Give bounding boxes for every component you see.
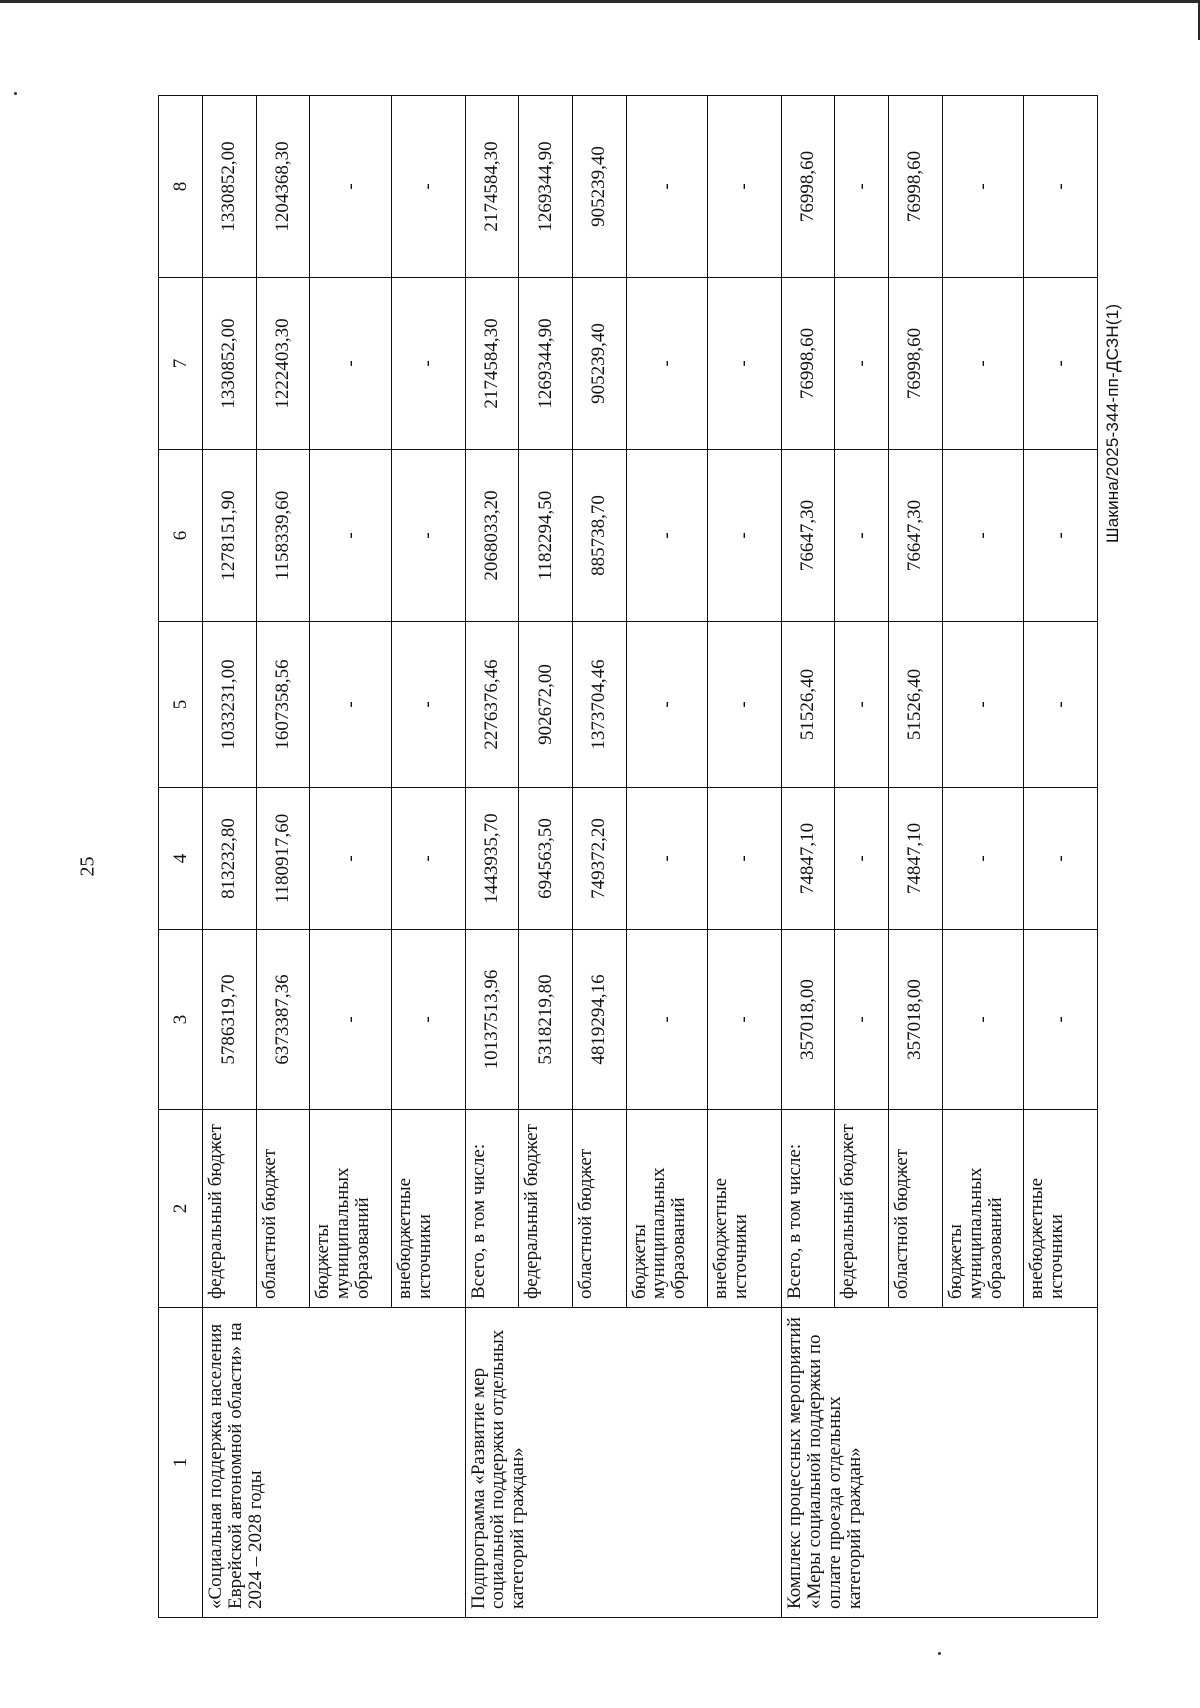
column-header: 7 (159, 278, 203, 450)
amount-cell: 905239,40 (572, 96, 626, 278)
amount-cell: - (310, 788, 392, 930)
amount-cell: - (392, 622, 466, 788)
amount-cell: - (392, 788, 466, 930)
amount-cell: - (1024, 450, 1098, 622)
amount-cell: 1180917,60 (256, 788, 310, 930)
amount-cell: 76647,30 (889, 450, 943, 622)
amount-cell: - (942, 622, 1024, 788)
column-header: 5 (159, 622, 203, 788)
funding-source-cell: внебюджетные источники (1024, 1110, 1098, 1308)
amount-cell: 2068033,20 (465, 450, 519, 622)
amount-cell: 694563,50 (519, 788, 573, 930)
amount-cell: 1330852,00 (203, 96, 257, 278)
scan-speck (14, 92, 17, 95)
amount-cell: - (835, 622, 889, 788)
amount-cell: - (942, 930, 1024, 1110)
amount-cell: 74847,10 (781, 788, 835, 930)
amount-cell: - (392, 930, 466, 1110)
funding-source-cell: бюджеты муниципальных образований (310, 1110, 392, 1308)
amount-cell: 1443935,70 (465, 788, 519, 930)
funding-source-cell: федеральный бюджет (835, 1110, 889, 1308)
funding-source-cell: федеральный бюджет (203, 1110, 257, 1308)
funding-source-cell: бюджеты муниципальных образований (626, 1110, 708, 1308)
amount-cell: - (392, 450, 466, 622)
amount-cell: 2174584,30 (465, 278, 519, 450)
amount-cell: - (626, 450, 708, 622)
budget-table (158, 95, 1098, 1618)
column-header: 6 (159, 450, 203, 622)
program-title-cell: Подпрограмма «Развитие мер социальной поддержки отдельных категорий граждан» (465, 1308, 781, 1618)
amount-cell: - (310, 930, 392, 1110)
amount-cell: 885738,70 (572, 450, 626, 622)
amount-cell: - (626, 930, 708, 1110)
amount-cell: - (942, 96, 1024, 278)
table-header-row (159, 96, 203, 1618)
column-header: 3 (159, 930, 203, 1110)
amount-cell: 1158339,60 (256, 450, 310, 622)
amount-cell: 1222403,30 (256, 278, 310, 450)
amount-cell: - (626, 278, 708, 450)
funding-source-cell: федеральный бюджет (519, 1110, 573, 1308)
amount-cell: 357018,00 (781, 930, 835, 1110)
funding-source-cell: областной бюджет (256, 1110, 310, 1308)
amount-cell: - (835, 450, 889, 622)
amount-cell: 74847,10 (889, 788, 943, 930)
amount-cell: 357018,00 (889, 930, 943, 1110)
amount-cell: 813232,80 (203, 788, 257, 930)
page-number: 25 (76, 856, 99, 877)
rotated-table-wrapper (158, 96, 1098, 1618)
amount-cell: - (310, 622, 392, 788)
amount-cell: - (626, 622, 708, 788)
amount-cell: 76998,60 (781, 96, 835, 278)
amount-cell: 5318219,80 (519, 930, 573, 1110)
amount-cell: 51526,40 (781, 622, 835, 788)
funding-source-cell: внебюджетные источники (708, 1110, 782, 1308)
amount-cell: - (392, 96, 466, 278)
amount-cell: 10137513,96 (465, 930, 519, 1110)
amount-cell: - (626, 788, 708, 930)
funding-source-cell: внебюджетные источники (392, 1110, 466, 1308)
amount-cell: 1373704,46 (572, 622, 626, 788)
amount-cell: 902672,00 (519, 622, 573, 788)
amount-cell: - (1024, 788, 1098, 930)
amount-cell: 5786319,70 (203, 930, 257, 1110)
amount-cell: 76998,60 (889, 96, 943, 278)
amount-cell: 76998,60 (781, 278, 835, 450)
amount-cell: - (942, 278, 1024, 450)
amount-cell: - (708, 622, 782, 788)
funding-source-cell: Всего, в том числе: (781, 1110, 835, 1308)
funding-source-cell: областной бюджет (572, 1110, 626, 1308)
column-header: 8 (159, 96, 203, 278)
amount-cell: 1607358,56 (256, 622, 310, 788)
amount-cell: 1278151,90 (203, 450, 257, 622)
amount-cell: - (942, 450, 1024, 622)
column-header: 4 (159, 788, 203, 930)
amount-cell: 1269344,90 (519, 96, 573, 278)
amount-cell: - (310, 278, 392, 450)
column-header: 2 (159, 1110, 203, 1308)
amount-cell: 905239,40 (572, 278, 626, 450)
table-row (203, 96, 257, 1618)
amount-cell: - (392, 278, 466, 450)
program-title-cell: Комплекс процессных мероприятий «Меры социальной поддержки по оплате проезда отдельных категорий граждан» (781, 1308, 1097, 1618)
amount-cell: 6373387,36 (256, 930, 310, 1110)
amount-cell: - (708, 930, 782, 1110)
amount-cell: 1182294,50 (519, 450, 573, 622)
column-header: 1 (159, 1308, 203, 1618)
amount-cell: - (708, 788, 782, 930)
amount-cell: - (1024, 930, 1098, 1110)
table-row (781, 96, 835, 1618)
funding-source-cell: областной бюджет (889, 1110, 943, 1308)
amount-cell: 2276376,46 (465, 622, 519, 788)
amount-cell: - (835, 930, 889, 1110)
table-row (465, 96, 519, 1618)
amount-cell: - (1024, 622, 1098, 788)
amount-cell: - (310, 450, 392, 622)
amount-cell: 1033231,00 (203, 622, 257, 788)
amount-cell: 1204368,30 (256, 96, 310, 278)
amount-cell: - (310, 96, 392, 278)
program-title-cell: «Социальная поддержка населения Еврейской автономной области» на 2024 – 2028 годы (203, 1308, 466, 1618)
amount-cell: - (1024, 278, 1098, 450)
scan-speck (938, 1652, 941, 1655)
amount-cell: 4819294,16 (572, 930, 626, 1110)
amount-cell: 51526,40 (889, 622, 943, 788)
amount-cell: 76998,60 (889, 278, 943, 450)
amount-cell: - (1024, 96, 1098, 278)
amount-cell: 76647,30 (781, 450, 835, 622)
amount-cell: - (708, 450, 782, 622)
amount-cell: - (835, 788, 889, 930)
amount-cell: 2174584,30 (465, 96, 519, 278)
funding-source-cell: бюджеты муниципальных образований (942, 1110, 1024, 1308)
amount-cell: - (626, 96, 708, 278)
table-body (203, 96, 1098, 1618)
amount-cell: 749372,20 (572, 788, 626, 930)
amount-cell: - (835, 278, 889, 450)
amount-cell: - (835, 96, 889, 278)
funding-source-cell: Всего, в том числе: (465, 1110, 519, 1308)
amount-cell: 1330852,00 (203, 278, 257, 450)
scan-border-top (0, 0, 1200, 3)
document-footer-code: Шакина/2025-344-пп-ДСЗН(1) (1103, 303, 1122, 543)
amount-cell: - (942, 788, 1024, 930)
amount-cell: 1269344,90 (519, 278, 573, 450)
amount-cell: - (708, 278, 782, 450)
amount-cell: - (708, 96, 782, 278)
